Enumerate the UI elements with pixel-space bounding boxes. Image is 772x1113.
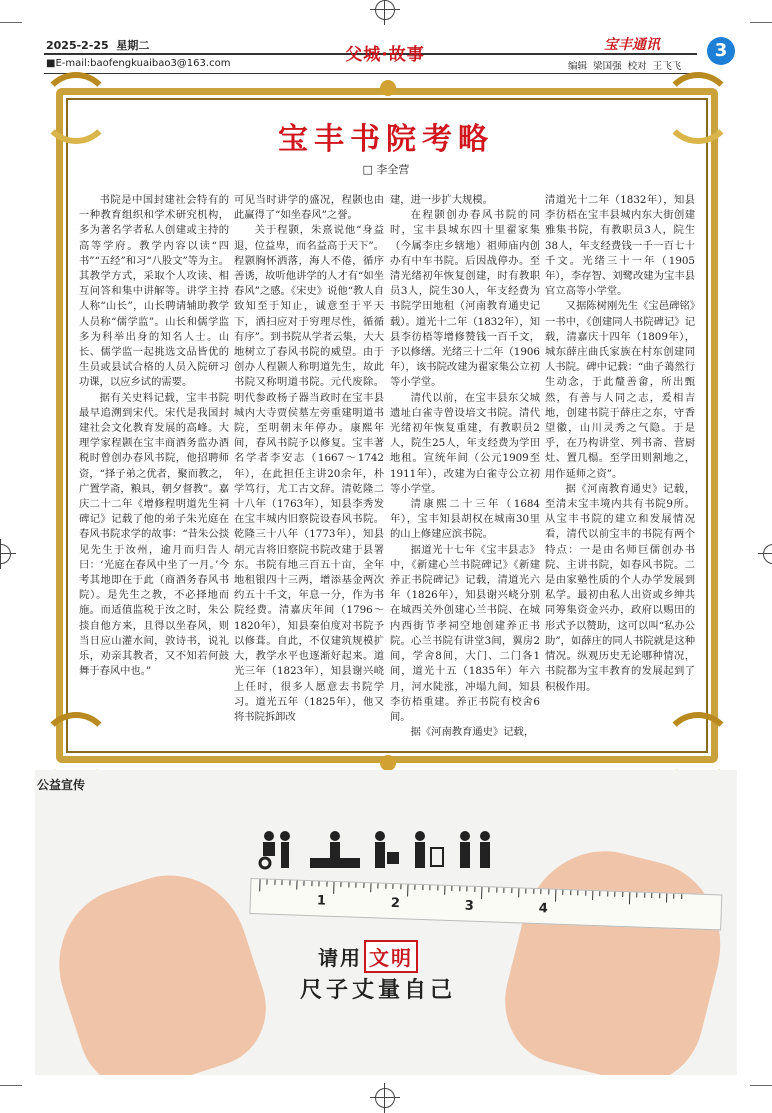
ruler-tick xyxy=(422,885,423,890)
ruler-tick xyxy=(577,890,578,895)
ruler-tick xyxy=(607,891,608,896)
registration-mark-bottom xyxy=(375,1088,395,1108)
ruler-tick xyxy=(518,888,519,897)
ruler-tick xyxy=(407,884,408,896)
crop-line xyxy=(750,1085,772,1086)
paragraph: 据《河南教育通史》记载，至清末宝丰境内共有书院9所。从宝丰书院的建立和发展情况看，清代以前宝丰的书院有两个特点：一是由名师巨儒创办书院、主讲书院，如春风书院。二是由家塾性质的个人办学发展到私学。最初由私人出资或乡绅共同筹集资金兴办，政府以赐田的形式予以赞助，这可以叫“私办公助”，如薛庄的同人书院就是这种情况。纵观历史无论哪种情况，书院都为宝丰教育的发展起到了积极作用。 xyxy=(545,482,695,693)
ruler-tick xyxy=(651,893,652,898)
ruler-tick xyxy=(600,891,601,896)
ruler-tick xyxy=(274,880,275,885)
ruler-tick xyxy=(644,893,645,898)
ruler-tick xyxy=(592,891,593,900)
paragraph: 可见当时讲学的盛况，程颢也由此赢得了“如坐春风”之誉。 xyxy=(234,194,384,222)
ruler-tick xyxy=(674,894,675,899)
ruler-tick xyxy=(637,892,638,897)
ruler-tick xyxy=(341,882,342,887)
psa-slogan-line1: 请用 文明 xyxy=(318,940,418,973)
ruler-tick xyxy=(385,884,386,889)
ruler-tick xyxy=(563,890,564,895)
left-hand-image xyxy=(39,856,282,1075)
ruler-tick xyxy=(466,887,467,892)
paragraph: 据有关史料记载，宝丰书院最早追溯到宋代。宋代是我国封建社会文化教育发展的高峰。大理学家程颢在宝丰商酒务监办酒税时曾创办春风书院，他招聘师资，“择子弟之优者，聚而教之，广置学斋，粮具，朝夕督教”。嘉庆二十二年《增修程明道先生祠碑记》记载了他的弟子朱光庭在春风书院求学的故事：“昔朱公掞见先生于汝州，逾月而归告人曰：‘光庭在春风中坐了一月。’今考其地即在于此（商酒务春风书院）。是先生之教，不必择地而施。而适值监税于汝之时，朱公掞自他方来，且得以坐春风，则当日应山灌水间，敦诗书，说礼乐，劝亲其教者，又不知若何鼓舞于春风中也。” xyxy=(79,391,229,678)
ruler-tick xyxy=(540,889,541,894)
people-icons xyxy=(255,830,505,870)
paragraph: 据《河南教育通史》记载， xyxy=(410,726,535,739)
article-author: □ 李全营 xyxy=(362,163,410,176)
ruler-tick xyxy=(333,882,334,894)
ruler-tick xyxy=(511,888,512,893)
paragraph: 在程颢创办春风书院的同时，宝丰县城东四十里翟家集（今属李庄乡辖地）祖师庙内创办有中车书院。后因战停办。至清光绪初年恢复创建，时有教职员3人，院生30人，年支经费为书院学田地租（河南教育通史记载）。道光十二年（1832年），知县李彷梧等增修赞钱一百千文，予以修缮。光绪三十二年（1906年），该书院改建为翟家集公立初等小学堂。 xyxy=(390,209,540,389)
ruler-tick xyxy=(666,894,667,903)
weekday: 星期二 xyxy=(116,39,150,52)
ruler-tick xyxy=(348,882,349,887)
civility-figures-icon xyxy=(255,830,505,870)
frame-ornament xyxy=(380,80,396,96)
article-column-4 xyxy=(545,193,695,695)
ruler-tick xyxy=(378,883,379,888)
paragraph: 清道光十二年（1832年），知县李彷梧在宝丰县城内东大街创建雅集书院，有教职员3人，院生38人，年支经费钱一千一百七十千文。光绪三十一年（1905年），李存智、刘鹭改建为宝丰县官立高等小学堂。 xyxy=(545,194,695,298)
crop-line xyxy=(0,22,22,23)
editor-credits: 编辑 梁国强 校对 王飞飞 xyxy=(568,61,682,72)
ruler-tick xyxy=(296,881,297,890)
ruler-tick xyxy=(548,889,549,894)
ruler-tick xyxy=(370,883,371,892)
ruler-tick xyxy=(304,881,305,886)
ruler-tick xyxy=(481,887,482,899)
ruler-number: 1 xyxy=(316,893,327,909)
newspaper-logo: 宝丰通讯 xyxy=(604,37,660,53)
header-rule-lower xyxy=(44,73,697,74)
page-number-badge: 3 xyxy=(707,37,735,65)
crop-line xyxy=(0,1085,22,1086)
crop-line xyxy=(750,22,772,23)
paragraph: 又据陈树刚先生《宝邑碑铭》一书中，《创建同人书院碑记》记载，清嘉庆十四年（1809年），城东薛庄曲氏家族在村东创建同人书院。碑中记载：“曲子蔼然行生动念，于此釐善畲，所出甄然，有善与人同之志，爰相吉地，创建书院于薛庄之东，守香望徽，山川灵秀之气隐。于是乎，在乃构讲堂、列书斋、营厨灶、置几榻。至学田则割地之，用作延师之资”。 xyxy=(545,300,695,480)
paragraph: 关于程颢，朱熹说他“身益退，位益卑，而名益高于天下”。程颢胸怀洒落，海人不倦，循序善诱，故听他讲学的人才有“如坐春风”之感。《宋史》说他“教人自致知至于知止，诚意至于平天下，洒扫应对于穷理尽性，循循有序”。到书院从学者云集，大大地树立了春风书院的威望。由于创办人程颢人称明道先生，故此书院又称明道书院。元代废除。明代参政杨子器当政时在宝丰县城内大寺贾侯墓左旁重建明道书院，至明朝末年停办。康熙年间，春风书院予以修复。宝丰著名学者李安志（1667～1742年），在此担任主讲20余年，朴学笃行，尤工古文辞。清乾隆二十八年（1763年），知县李秀发在宝丰城内旧察院设春风书院。乾隆三十八年（1773年），知县胡元吉将旧察院书院改建于县署东。书院有地三百五十亩，全年地租银四十三两，增添基金两次约五十千文，年息一分，作为书院经费。清嘉庆年间（1796～1820年），知县秦伯度对书院予以修葺。自此，不仅建筑规模扩大，教学水平也逐渐好起来。道光三年（1823年），知县谢兴峣上任时，很多人愿意去书院学习。道光五年（1825年），他又将书院拆卸改 xyxy=(234,224,384,723)
ruler-tick xyxy=(555,890,556,902)
registration-mark-right xyxy=(763,544,772,564)
ruler-tick xyxy=(659,893,660,898)
right-hand-image xyxy=(491,834,737,1075)
ruler-tick xyxy=(459,886,460,891)
ruler-tick xyxy=(503,888,504,893)
section-title: 父城·故事 xyxy=(345,45,425,65)
ruler-tick xyxy=(282,880,283,885)
registration-mark-left xyxy=(0,544,11,564)
article-title: 宝丰书院考略 xyxy=(278,122,494,157)
ruler-tick xyxy=(319,881,320,886)
ruler-tick xyxy=(444,886,445,895)
ruler-tick xyxy=(614,892,615,897)
paragraph: 建，进一步扩大规模。 xyxy=(390,194,493,206)
ruler-tick xyxy=(289,880,290,885)
ruler-tick xyxy=(393,884,394,889)
issue-date: 2025-2-25 星期二 xyxy=(46,39,150,52)
ruler-tick xyxy=(415,885,416,890)
psa-slogan-line2: 尺子丈量自己 xyxy=(300,978,457,1003)
paragraph: 清代以前，在宝丰县东父城遗址白雀寺曾设培文书院。清代光绪初年恢复重建，有教职员2人，院生25人，年支经费为学田地租。宣统年间（公元1909至1911年），改建为白雀寺公立初等小学堂。 xyxy=(390,391,540,495)
ruler-number: 4 xyxy=(538,901,549,917)
ruler-tick xyxy=(452,886,453,891)
ruler-tick xyxy=(489,887,490,892)
ruler-tick xyxy=(622,892,623,897)
ruler-tick xyxy=(259,879,260,891)
article-column-3 xyxy=(390,193,540,740)
frame-ornament xyxy=(380,755,396,771)
ruler-tick xyxy=(326,882,327,887)
ruler-tick xyxy=(429,885,430,890)
ruler-tick xyxy=(267,880,268,885)
ruler-tick xyxy=(681,894,682,899)
article-column-1 xyxy=(79,193,229,680)
ruler-tick xyxy=(363,883,364,888)
ruler-tick xyxy=(400,884,401,889)
ruler-tick xyxy=(533,889,534,894)
ruler-number: 3 xyxy=(464,898,475,914)
ruler-tick xyxy=(629,892,630,904)
article-column-2 xyxy=(234,193,384,725)
ruler-tick xyxy=(526,889,527,894)
ruler-tick xyxy=(437,886,438,891)
ruler-tick xyxy=(356,883,357,888)
registration-mark-top xyxy=(375,0,395,20)
ruler-number: 2 xyxy=(390,895,401,912)
contact-email[interactable]: ■E-mail:baofengkuaibao3@163.com xyxy=(46,58,231,69)
paragraph: 书院是中国封建社会特有的一种教育组织和学术研究机构，多为著名学者私人创建或主持的高等学府。教学内容以读“四书”“五经”和习“八股文”等为主。其教学方式，采取个人攻读、相互问答和集中讲解等。讲学主持人称“山长”，山长聘请辅助教学人员称“儒学监”。山长和儒学监多为科举出身的知名人士。山长、儒学监一起挑选文品皆优的生员或县试合格的人员入院研习功课，以应乡试的需要。 xyxy=(79,194,229,389)
psa-label: 公益宣传 xyxy=(37,778,86,792)
paragraph: 据道光十七年《宝丰县志》中，《新建心兰书院碑记》《新建养正书院碑记》记载，清道光六年（1826年），知县谢兴峣分别在城西关外创建心兰书院、在城内西街节孝祠空地创建养正书院。心兰书院有讲堂3间，翼房2间，学舍8间，大门、二门各1间，道光十五（1835年）年六月，河水陡涨，冲塌九间，知县李彷梧重建。养正书院有校舍6间。 xyxy=(390,543,540,723)
ruler-tick xyxy=(570,890,571,895)
ruler-tick xyxy=(585,891,586,896)
slogan-highlight: 文明 xyxy=(364,940,418,973)
ruler-tick xyxy=(311,881,312,886)
paragraph: 清康熙二十三年（1684年），宝丰知县胡权在城南30里的山上修建应滨书院。 xyxy=(390,498,540,541)
ruler-tick xyxy=(496,888,497,893)
ruler-tick xyxy=(474,887,475,892)
